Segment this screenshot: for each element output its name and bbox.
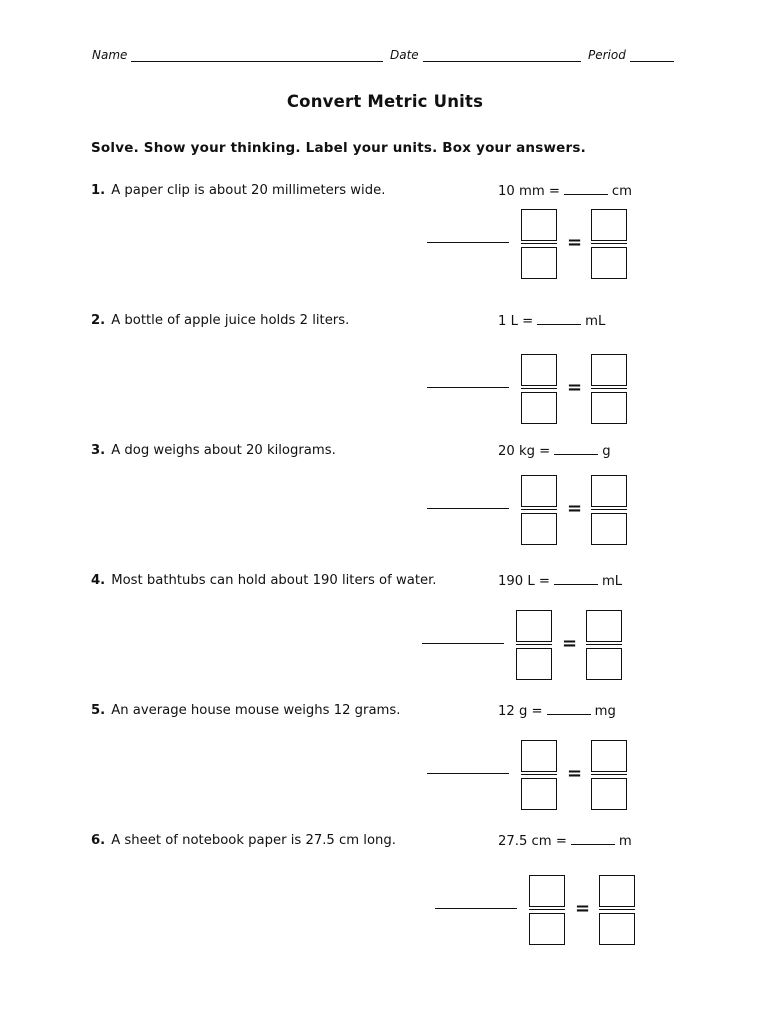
numerator-box[interactable] bbox=[591, 475, 627, 507]
answer-line[interactable] bbox=[427, 508, 509, 509]
numerator-box[interactable] bbox=[516, 610, 552, 642]
denominator-box[interactable] bbox=[521, 247, 557, 279]
numerator-box[interactable] bbox=[529, 875, 565, 907]
fraction-bar bbox=[521, 509, 557, 510]
question-text: An average house mouse weighs 12 grams. bbox=[111, 703, 401, 718]
question-text: A sheet of notebook paper is 27.5 cm long. bbox=[111, 833, 396, 848]
instructions: Solve. Show your thinking. Label your units. Box your answers. bbox=[91, 140, 586, 156]
fraction-left bbox=[516, 610, 552, 680]
conversion-blank[interactable] bbox=[547, 703, 591, 715]
fraction-bar bbox=[591, 774, 627, 775]
fraction-right bbox=[591, 354, 627, 424]
conversion-prompt bbox=[498, 703, 616, 719]
conversion-left: 12 g = bbox=[498, 704, 543, 719]
question-text: Most bathtubs can hold about 190 liters of water. bbox=[111, 573, 437, 588]
fraction-bar bbox=[516, 644, 552, 645]
equals-sign: = bbox=[567, 377, 583, 398]
fraction-bar bbox=[591, 388, 627, 389]
worksheet-header bbox=[92, 48, 682, 66]
denominator-box[interactable] bbox=[591, 247, 627, 279]
conversion-prompt bbox=[498, 833, 632, 849]
period-field[interactable] bbox=[588, 48, 674, 62]
fraction-left bbox=[529, 875, 565, 945]
work-area bbox=[427, 209, 637, 279]
fraction-bar bbox=[591, 509, 627, 510]
work-area bbox=[422, 610, 632, 680]
equals-sign: = bbox=[567, 232, 583, 253]
equals-sign: = bbox=[567, 498, 583, 519]
name-line[interactable] bbox=[131, 48, 383, 62]
fraction-right bbox=[591, 475, 627, 545]
numerator-box[interactable] bbox=[521, 354, 557, 386]
problem-5 bbox=[0, 703, 770, 823]
question bbox=[91, 183, 385, 198]
fraction-bar bbox=[521, 388, 557, 389]
question-text: A dog weighs about 20 kilograms. bbox=[111, 443, 336, 458]
conversion-left: 27.5 cm = bbox=[498, 834, 567, 849]
answer-line[interactable] bbox=[422, 643, 504, 644]
denominator-box[interactable] bbox=[521, 778, 557, 810]
conversion-unit: m bbox=[618, 834, 632, 849]
equals-sign: = bbox=[562, 633, 578, 654]
fraction-right bbox=[591, 740, 627, 810]
fraction-right bbox=[599, 875, 635, 945]
conversion-prompt bbox=[498, 183, 632, 199]
question-number: 3. bbox=[91, 443, 106, 458]
denominator-box[interactable] bbox=[586, 648, 622, 680]
conversion-left: 1 L = bbox=[498, 314, 534, 329]
fraction-bar bbox=[599, 909, 635, 910]
name-field[interactable] bbox=[92, 48, 383, 62]
period-label: Period bbox=[588, 48, 626, 62]
conversion-prompt bbox=[498, 443, 611, 459]
denominator-box[interactable] bbox=[521, 392, 557, 424]
problem-2 bbox=[0, 313, 770, 433]
answer-line[interactable] bbox=[427, 773, 509, 774]
work-area bbox=[435, 875, 645, 945]
answer-line[interactable] bbox=[427, 242, 509, 243]
fraction-left bbox=[521, 209, 557, 279]
page-title: Convert Metric Units bbox=[286, 92, 484, 111]
question bbox=[91, 833, 396, 848]
conversion-unit: mg bbox=[594, 704, 616, 719]
conversion-unit: mL bbox=[585, 314, 606, 329]
question-text: A bottle of apple juice holds 2 liters. bbox=[111, 313, 350, 328]
fraction-bar bbox=[529, 909, 565, 910]
denominator-box[interactable] bbox=[516, 648, 552, 680]
problem-3 bbox=[0, 443, 770, 563]
conversion-blank[interactable] bbox=[571, 833, 615, 845]
fraction-bar bbox=[591, 243, 627, 244]
problem-1 bbox=[0, 183, 770, 303]
conversion-left: 20 kg = bbox=[498, 444, 551, 459]
fraction-right bbox=[591, 209, 627, 279]
denominator-box[interactable] bbox=[599, 913, 635, 945]
conversion-blank[interactable] bbox=[554, 443, 598, 455]
fraction-bar bbox=[521, 774, 557, 775]
fraction-left bbox=[521, 740, 557, 810]
conversion-blank[interactable] bbox=[564, 183, 608, 195]
conversion-unit: cm bbox=[611, 184, 633, 199]
question-number: 1. bbox=[91, 183, 106, 198]
conversion-left: 10 mm = bbox=[498, 184, 560, 199]
fraction-right bbox=[586, 610, 622, 680]
equals-sign: = bbox=[575, 898, 591, 919]
question bbox=[91, 443, 336, 458]
period-line[interactable] bbox=[630, 48, 674, 62]
date-line[interactable] bbox=[423, 48, 581, 62]
equals-sign: = bbox=[567, 763, 583, 784]
answer-line[interactable] bbox=[427, 387, 509, 388]
work-area bbox=[427, 740, 637, 810]
numerator-box[interactable] bbox=[591, 740, 627, 772]
conversion-prompt bbox=[498, 573, 622, 589]
conversion-prompt bbox=[498, 313, 605, 329]
conversion-blank[interactable] bbox=[554, 573, 598, 585]
numerator-box[interactable] bbox=[591, 354, 627, 386]
question bbox=[91, 573, 437, 588]
date-label: Date bbox=[390, 48, 419, 62]
denominator-box[interactable] bbox=[591, 513, 627, 545]
question-number: 5. bbox=[91, 703, 106, 718]
problem-6 bbox=[0, 833, 770, 953]
fraction-bar bbox=[521, 243, 557, 244]
numerator-box[interactable] bbox=[521, 475, 557, 507]
fraction-left bbox=[521, 354, 557, 424]
conversion-unit: g bbox=[602, 444, 611, 459]
conversion-blank[interactable] bbox=[537, 313, 581, 325]
name-label: Name bbox=[92, 48, 128, 62]
denominator-box[interactable] bbox=[591, 392, 627, 424]
question-number: 6. bbox=[91, 833, 106, 848]
question-text: A paper clip is about 20 millimeters wide. bbox=[111, 183, 386, 198]
work-area bbox=[427, 475, 637, 545]
numerator-box[interactable] bbox=[591, 209, 627, 241]
conversion-unit: mL bbox=[601, 574, 623, 589]
work-area bbox=[427, 354, 637, 424]
answer-line[interactable] bbox=[435, 908, 517, 909]
denominator-box[interactable] bbox=[529, 913, 565, 945]
question-number: 2. bbox=[91, 313, 106, 328]
fraction-bar bbox=[586, 644, 622, 645]
question bbox=[91, 313, 349, 328]
conversion-left: 190 L = bbox=[498, 574, 550, 589]
numerator-box[interactable] bbox=[521, 740, 557, 772]
denominator-box[interactable] bbox=[591, 778, 627, 810]
problem-4 bbox=[0, 573, 770, 693]
question bbox=[91, 703, 400, 718]
fraction-left bbox=[521, 475, 557, 545]
date-field[interactable] bbox=[390, 48, 581, 62]
numerator-box[interactable] bbox=[521, 209, 557, 241]
denominator-box[interactable] bbox=[521, 513, 557, 545]
question-number: 4. bbox=[91, 573, 106, 588]
numerator-box[interactable] bbox=[599, 875, 635, 907]
numerator-box[interactable] bbox=[586, 610, 622, 642]
